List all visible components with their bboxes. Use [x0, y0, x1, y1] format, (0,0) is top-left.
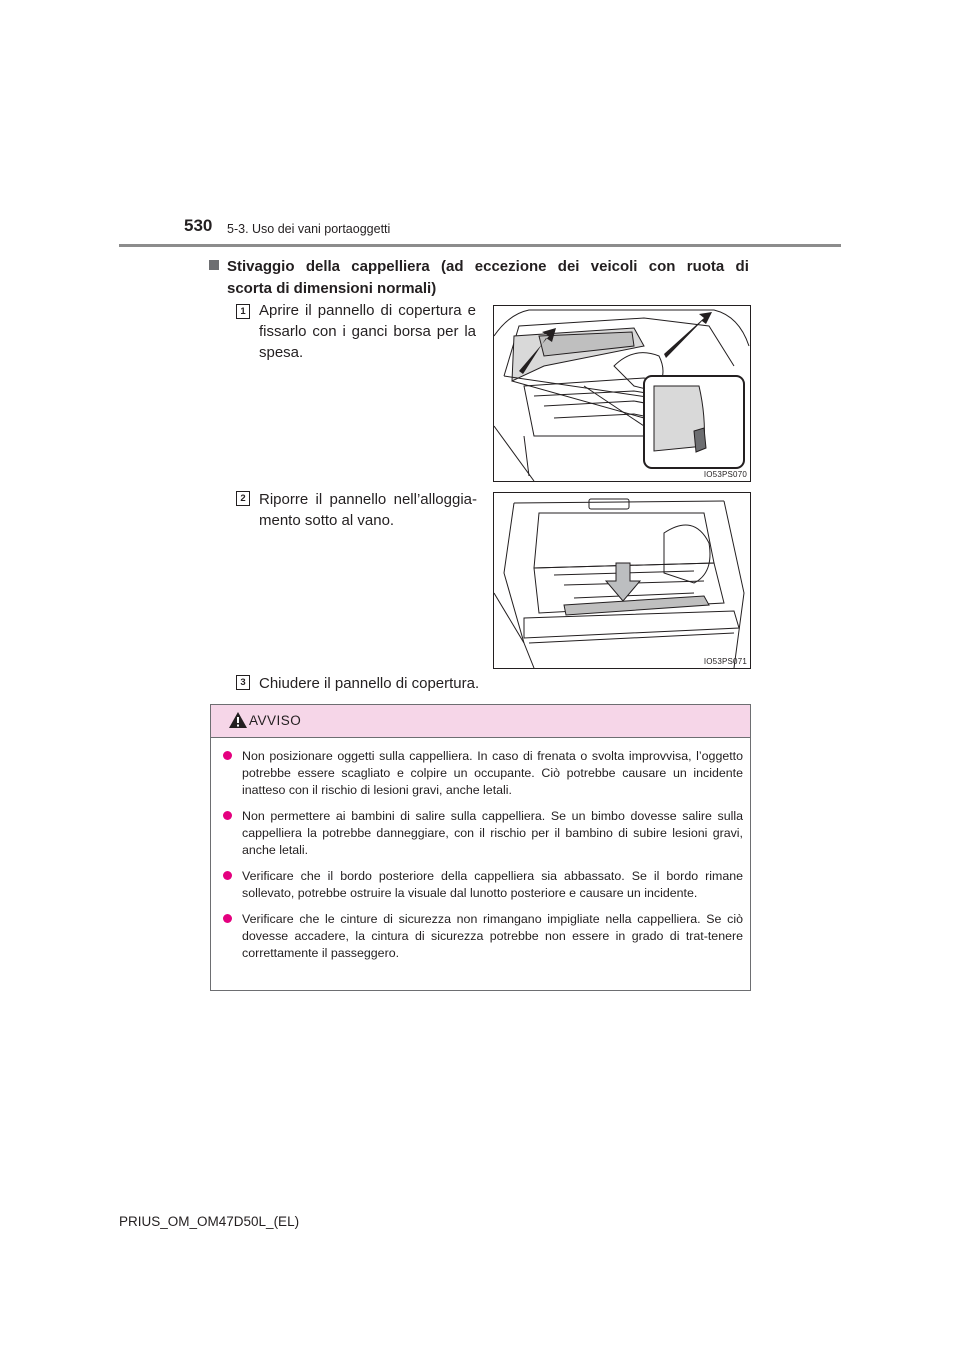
warning-list [211, 748, 750, 971]
figure-trunk-cover-hooks [493, 305, 751, 482]
warning-item: Verificare che il bordo posteriore della cappelliera sia abbassato. Se il bordo rimane sollevato, potrebbe ostruire la visuale dal lunotto posteriore e causare un incidente. [211, 868, 750, 902]
subheading: Stivaggio della cappelliera (ad eccezione dei veicoli con ruota di scorta di dimensioni normali) [209, 256, 749, 300]
square-bullet-icon [209, 260, 219, 270]
step-number-3: 3 [236, 675, 250, 690]
step-text-2: Riporre il pannello nell’alloggia- mento sotto al vano. [259, 491, 477, 529]
trunk-cover-illustration [494, 306, 750, 481]
section-title: 5-3. Uso dei vani portaoggetti [227, 222, 391, 236]
step-number-2: 2 [236, 491, 250, 506]
bullet-icon [223, 811, 232, 820]
bullet-icon [223, 871, 232, 880]
header-divider [119, 244, 841, 247]
warning-item: Verificare che le cinture di sicurezza non rimangano impigliate nella cappelliera. Se ciò dovesse accadere, la cintura di sicurezza potrebbe non essere in grado di trat-tenere correttamente il passeggero. [211, 911, 750, 962]
step-number-1: 1 [236, 304, 250, 319]
warning-box [210, 704, 751, 991]
bullet-icon [223, 914, 232, 923]
figure-code: IO53PS071 [703, 657, 747, 666]
warning-item: Non permettere ai bambini di salire sulla cappelliera. Se un bimbo dovesse salire sulla cappelliera la potrebbe danneggiare, con il rischio per il bambino di subire lesioni gravi, anche letali. [211, 808, 750, 859]
step-text-3: Chiudere il pannello di copertura. [259, 675, 480, 692]
step-text-1: Aprire il pannello di copertura e fissarlo con i ganci borsa per la spesa. [259, 302, 476, 361]
bullet-icon [223, 751, 232, 760]
warning-title: AVVISO [249, 713, 302, 728]
page-number: 530 [184, 216, 213, 235]
figure-code: IO53PS070 [703, 470, 747, 479]
figure-store-panel [493, 492, 751, 669]
warning-triangle-icon [228, 711, 248, 729]
warning-item: Non posizionare oggetti sulla cappelliera. In caso di frenata o svolta improvvisa, l’oggetto potrebbe essere scagliato e colpire un occupante. Ciò potrebbe causare un incidente inatteso con il rischio di lesioni gravi, anche letali. [211, 748, 750, 799]
warning-header [211, 705, 750, 738]
panel-storage-illustration [494, 493, 750, 668]
document-code: PRIUS_OM_OM47D50L_(EL) [119, 1214, 300, 1229]
